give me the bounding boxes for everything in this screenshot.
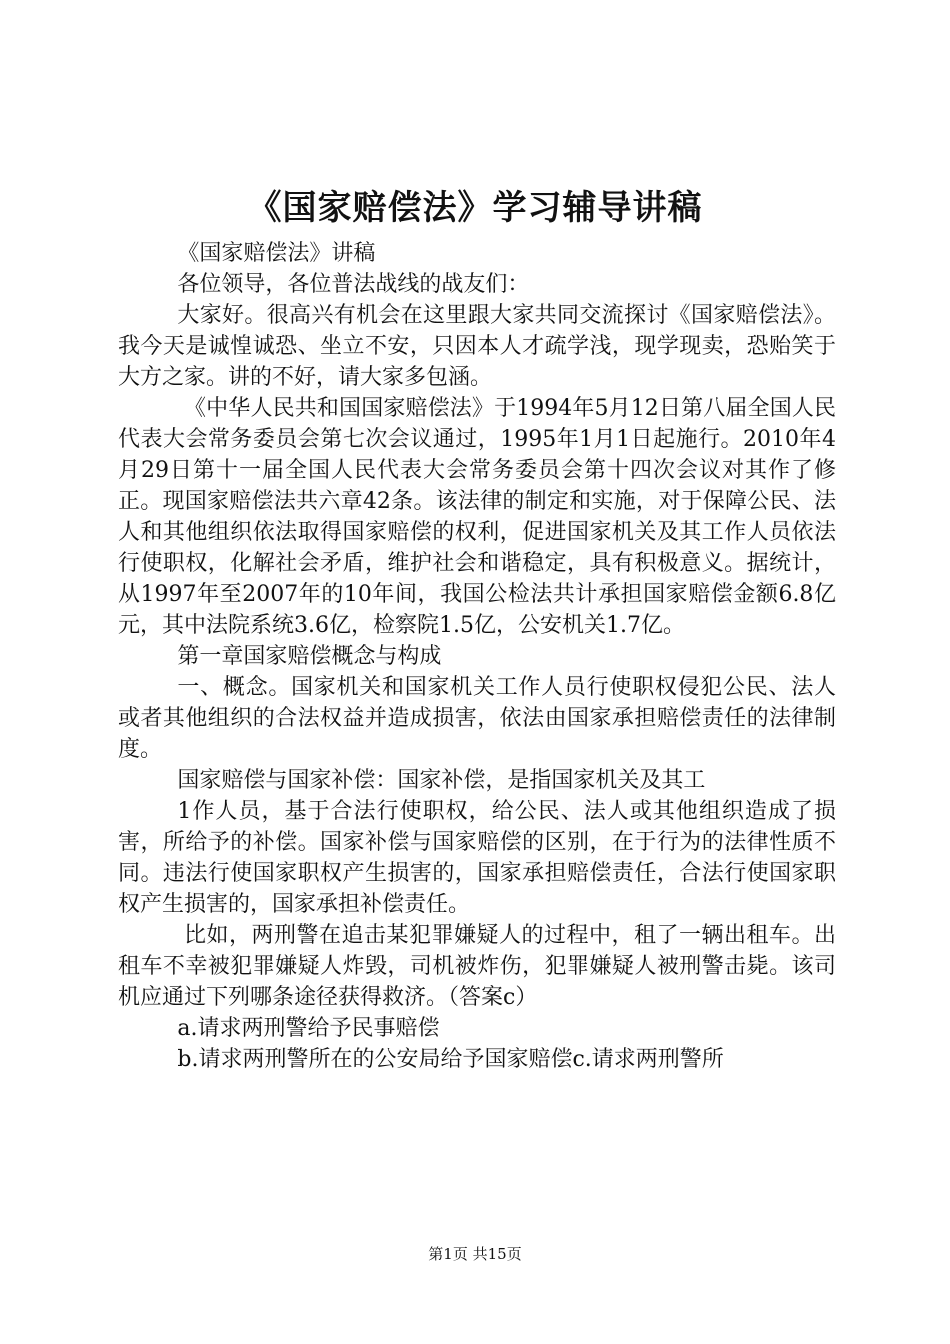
paragraph-example-case: 比如，两刑警在追击某犯罪嫌疑人的过程中，租了一辆出租车。出租车不幸被犯罪嫌疑人炸毁，司机被炸伤，犯罪嫌疑人被刑警击毙。该司机应通过下列哪条途径获得救济。（答案c） — [118, 923, 836, 1010]
paragraph-option-a: a.请求两刑警给予民事赔偿 — [177, 1016, 440, 1041]
document-title: 《国家赔偿法》学习辅导讲稿 — [247, 188, 703, 228]
paragraph-lecture-heading: 《国家赔偿法》讲稿 — [177, 241, 376, 266]
paragraph-option-b-c: b.请求两刑警所在的公安局给予国家赔偿c.请求两刑警所 — [177, 1047, 724, 1072]
document-body — [118, 238, 836, 1075]
paragraph-intro: 大家好。很高兴有机会在这里跟大家共同交流探讨《国家赔偿法》。我今天是诚惶诚恐、坐立不安，只因本人才疏学浅，现学现卖，恐贻笑于大方之家。讲的不好，请大家多包涵。 — [118, 303, 836, 390]
page-number-footer: 第1页 共15页 — [428, 1245, 522, 1263]
paragraph-concept: 一、概念。国家机关和国家机关工作人员行使职权侵犯公民、法人或者其他组织的合法权益并造成损害，依法由国家承担赔偿责任的法律制度。 — [118, 675, 836, 762]
paragraph-chapter-one-heading: 第一章国家赔偿概念与构成 — [177, 644, 442, 669]
paragraph-greeting: 各位领导，各位普法战线的战友们： — [177, 272, 530, 297]
paragraph-law-history: 《中华人民共和国国家赔偿法》于1994年5月12日第八届全国人民代表大会常务委员会第七次会议通过，1995年1月1日起施行。2010年4月29日第十一届全国人民代表大会常务委员会第十四次会议对其作了修正。现国家赔偿法共六章42条。该法律的制定和实施，对于保障公民、法人和其他组织依法取得国家赔偿的权利，促进国家机关及其工作人员依法行使职权，化解社会矛盾，维护社会和谐稳定，具有积极意义。据统计，从1997年至2007年的10年间，我国公检法共计承担国家赔偿金额6.8亿元，其中法院系统3.6亿，检察院1.5亿，公安机关1.7亿。 — [118, 396, 836, 638]
paragraph-compensation-difference: 1作人员，基于合法行使职权，给公民、法人或其他组织造成了损害，所给予的补偿。国家补偿与国家赔偿的区别，在于行为的法律性质不同。违法行使国家职权产生损害的，国家承担赔偿责任，合法行使国家职权产生损害的，国家承担补偿责任。 — [118, 799, 836, 917]
paragraph-compensation-vs-indemnity: 国家赔偿与国家补偿：国家补偿，是指国家机关及其工 — [177, 768, 706, 793]
